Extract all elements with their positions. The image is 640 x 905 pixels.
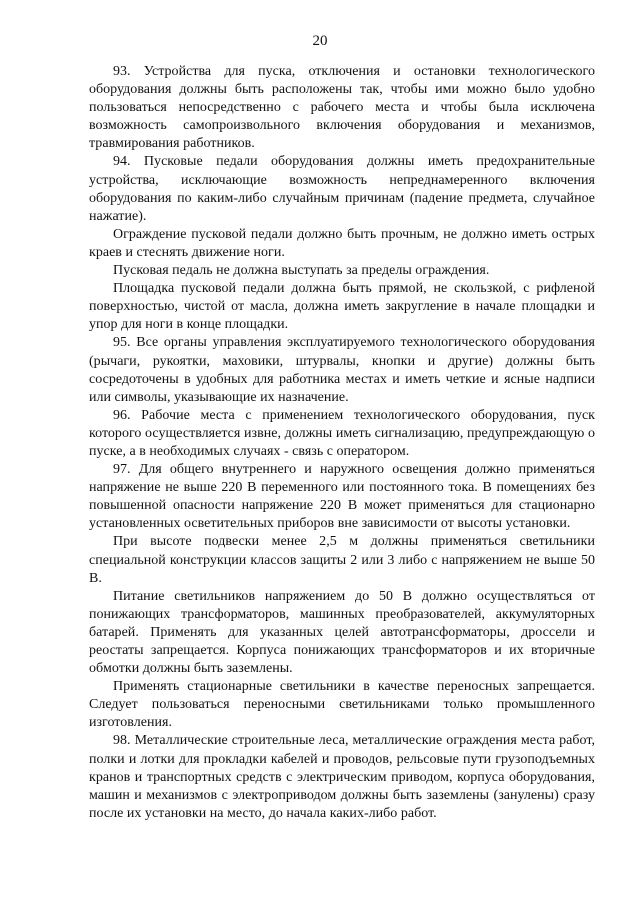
paragraph-pedal-limit: Пусковая педаль не должна выступать за пределы ограждения. bbox=[113, 263, 490, 279]
paragraph-97: 97. Для общего внутреннего и наружного освещения должно применяться напряжение не выше 220 В переменного или постоянного тока. В помещениях без повышенной опасности напряжение 220 В может применяться для стационарно установленных осветительных приборов вне зависимости от высоты установки. bbox=[89, 462, 595, 532]
paragraph-98: 98. Металлические строительные леса, металлические ограждения места работ, полки и лотки для прокладки кабелей и проводов, рельсовые пути грузоподъемных кранов и транспортных средств с электрическим приводом, корпуса оборудования, машин и механизмов с электроприводом должны быть заземлены (занулены) сразу после их установки на место, до начала каких-либо работ. bbox=[89, 733, 595, 821]
paragraph-lamp-height: При высоте подвески менее 2,5 м должны применяться светильники специальной конструкции классов защиты 2 или 3 либо с напряжением не выше 50 В. bbox=[89, 534, 595, 586]
paragraph-lamp-power: Питание светильников напряжением до 50 В должно осуществляться от понижающих трансформаторов, машинных преобразователей, аккумуляторных батарей. Применять для указанных целей автотрансформаторы, дроссели и реостаты запрещается. Корпуса понижающих трансформаторов и их вторичные обмотки должны быть заземлены. bbox=[89, 588, 595, 677]
paragraph-pedal-platform: Площадка пусковой педали должна быть прямой, не скользкой, с рифленой поверхностью, чистой от масла, должна иметь закругление в начале площадки и упор для ноги в конце площадки. bbox=[89, 281, 595, 333]
document-body bbox=[89, 63, 595, 823]
paragraph-pedal-guard: Ограждение пусковой педали должно быть прочным, не должно иметь острых краев и стеснять движение ноги. bbox=[89, 226, 595, 260]
paragraph-95: 95. Все органы управления эксплуатируемого технологического оборудования (рычаги, рукоятки, маховики, штурвалы, кнопки и другие) должны быть сосредоточены в удобных для работника местах и иметь четкие и ясные надписи или символы, указывающие их назначение. bbox=[89, 335, 595, 405]
paragraph-portable-lamps: Применять стационарные светильники в качестве переносных запрещается. Следует пользоваться переносными светильниками только промышленного изготовления. bbox=[89, 679, 595, 731]
paragraph-96: 96. Рабочие места с применением технологического оборудования, пуск которого осуществляется извне, должны иметь сигнализацию, предупреждающую о пуске, а в необходимых случаях - связь с оператором. bbox=[89, 407, 595, 459]
paragraph-93: 93. Устройства для пуска, отключения и остановки технологического оборудования должны быть расположены так, чтобы ими можно было удобно пользоваться непосредственно с рабочего места и чтобы была исключена возможность самопроизвольного включения оборудования и механизмов, травмирования работников. bbox=[89, 64, 595, 152]
paragraph-94: 94. Пусковые педали оборудования должны иметь предохранительные устройства, исключающие возможность непреднамеренного включения оборудования по каким-либо случайным причинам (падение предмета, случайное нажатие). bbox=[89, 154, 595, 224]
page-number: 20 bbox=[312, 33, 328, 49]
